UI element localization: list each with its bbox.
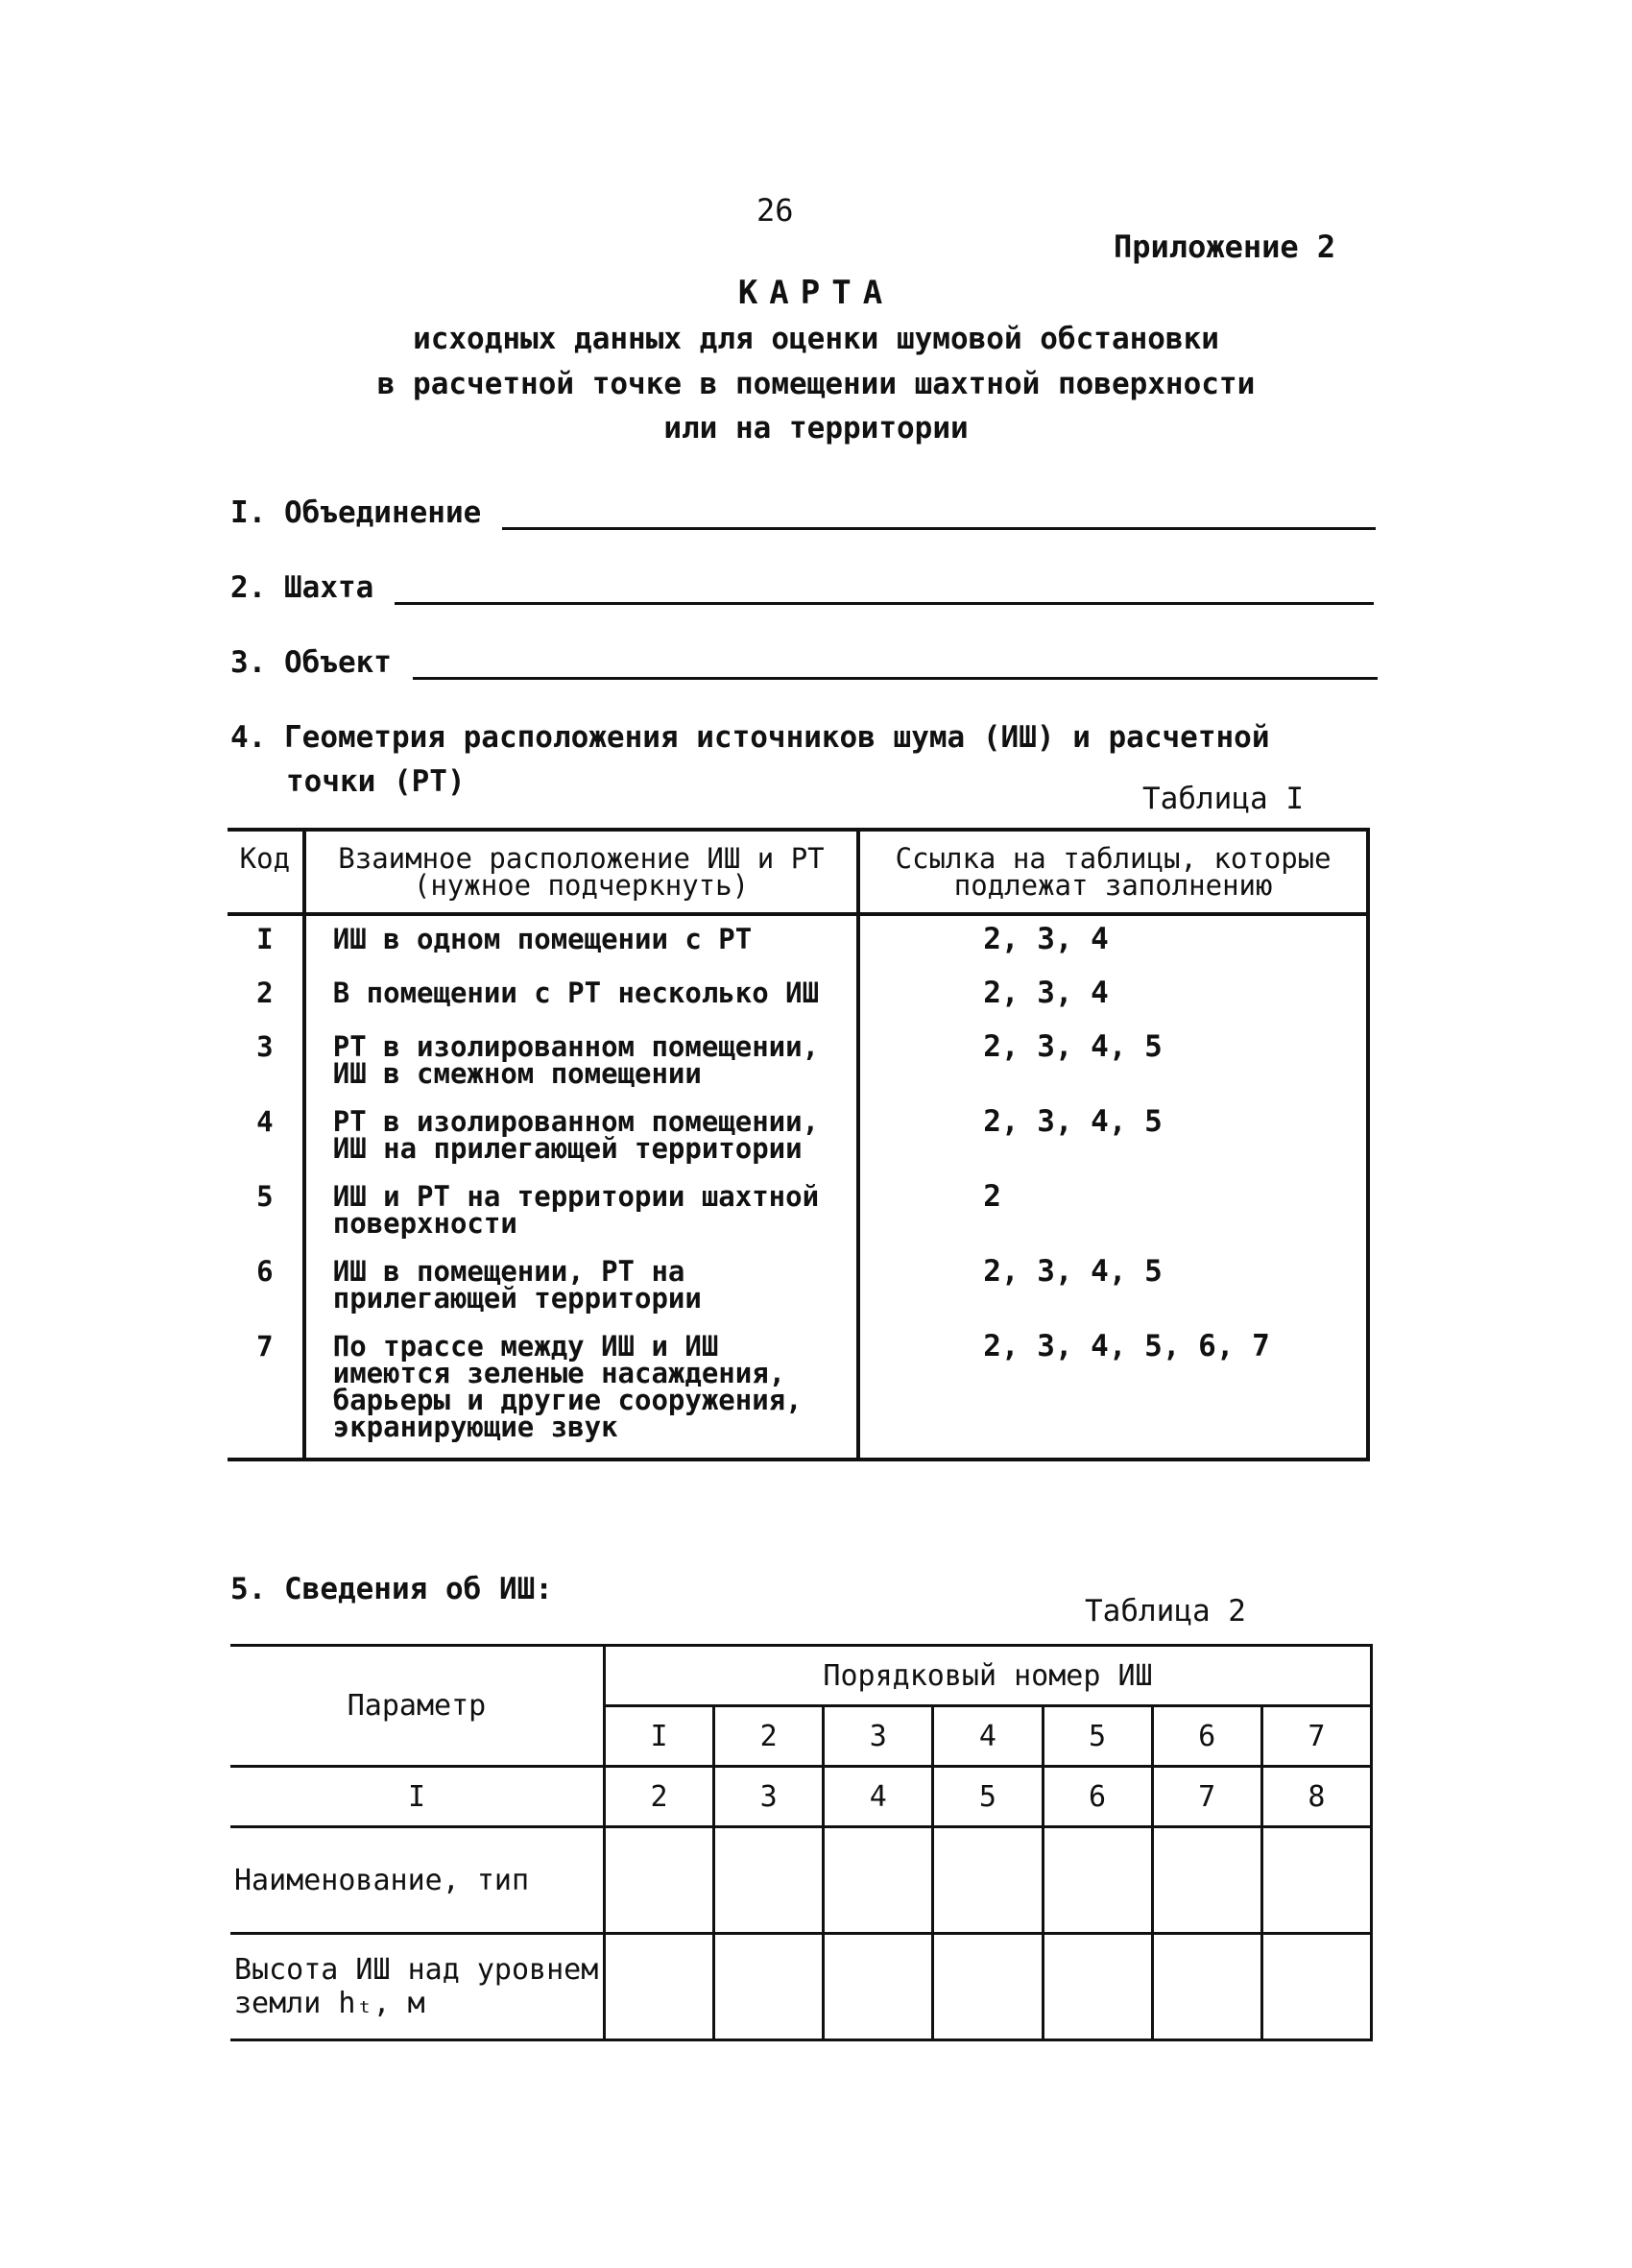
- row-position[interactable]: По трассе между ИШ и ИШ имеются зеленые насаждения, барьеры и другие сооружения, экранирующие звук: [304, 1323, 858, 1460]
- source-number: 7: [1261, 1706, 1371, 1767]
- row-code: 3: [228, 1024, 304, 1098]
- row-reference: 2, 3, 4, 5: [858, 1098, 1368, 1173]
- data-cell[interactable]: [1152, 1934, 1261, 2040]
- row-code: 5: [228, 1173, 304, 1248]
- row-code: 4: [228, 1098, 304, 1173]
- column-number: 3: [714, 1767, 824, 1827]
- section-4-line-2-wrap: [230, 760, 1304, 821]
- field-object-label: 3. Объект: [230, 645, 392, 680]
- column-number: 5: [933, 1767, 1043, 1827]
- subtitle-line-1: исходных данных для оценки шумовой обстановки: [413, 322, 1219, 356]
- subtitle-line-3: или на территории: [663, 411, 969, 446]
- table-row: [228, 970, 1368, 1024]
- column-number: 8: [1261, 1767, 1371, 1827]
- table-2-header-group: Порядковый номер ИШ: [605, 1646, 1372, 1706]
- field-object: [230, 645, 1378, 680]
- row-position[interactable]: РТ в изолированном помещении, ИШ в смежном помещении: [304, 1024, 858, 1098]
- row-reference: 2: [858, 1173, 1368, 1248]
- section-4-heading: [230, 715, 1382, 821]
- data-cell[interactable]: [605, 1827, 714, 1934]
- column-number: 4: [824, 1767, 933, 1827]
- table-2-caption: Таблица 2: [1085, 1594, 1246, 1629]
- table-row: [228, 1323, 1368, 1460]
- data-cell[interactable]: [1261, 1827, 1371, 1934]
- column-number: 2: [605, 1767, 714, 1827]
- table-1: [228, 828, 1370, 1461]
- param-name-type: Наименование, тип: [230, 1827, 605, 1934]
- source-number: 3: [824, 1706, 933, 1767]
- table-row: [228, 1173, 1368, 1248]
- data-cell[interactable]: [714, 1934, 824, 2040]
- row-code: 2: [228, 970, 304, 1024]
- table-2: [230, 1644, 1373, 2041]
- source-number: 4: [933, 1706, 1043, 1767]
- field-object-line[interactable]: [413, 652, 1378, 680]
- field-mine-line[interactable]: [395, 577, 1374, 605]
- param-source-height: Высота ИШ над уровнем земли hₜ, м: [230, 1934, 605, 2040]
- table-row: [230, 1934, 1372, 2040]
- row-code: 7: [228, 1323, 304, 1460]
- source-number: 6: [1152, 1706, 1261, 1767]
- section-5-heading: 5. Сведения об ИШ:: [230, 1572, 553, 1606]
- table-row: [228, 914, 1368, 970]
- row-position[interactable]: ИШ в одном помещении с РТ: [304, 914, 858, 970]
- data-cell[interactable]: [1043, 1934, 1152, 2040]
- data-cell[interactable]: [1043, 1827, 1152, 1934]
- page-title: КАРТА: [737, 274, 895, 312]
- row-code: 6: [228, 1248, 304, 1323]
- data-cell[interactable]: [1152, 1827, 1261, 1934]
- table-1-header-position: Взаимное расположение ИШ и РТ (нужное подчеркнуть): [304, 830, 858, 914]
- appendix-label: Приложение 2: [1114, 229, 1336, 265]
- field-mine: [230, 570, 1374, 605]
- data-cell[interactable]: [824, 1934, 933, 2040]
- table-row: [228, 1024, 1368, 1098]
- row-code: I: [228, 914, 304, 970]
- field-association-label: I. Объединение: [230, 495, 482, 530]
- row-reference: 2, 3, 4, 5: [858, 1024, 1368, 1098]
- data-cell[interactable]: [1261, 1934, 1371, 2040]
- table-1-header-code: Код: [228, 830, 304, 914]
- row-reference: 2, 3, 4, 5, 6, 7: [858, 1323, 1368, 1460]
- section-4-line-1: 4. Геометрия расположения источников шума (ИШ) и расчетной: [230, 720, 1270, 755]
- row-position[interactable]: В помещении с РТ несколько ИШ: [304, 970, 858, 1024]
- table-row: [230, 1827, 1372, 1934]
- data-cell[interactable]: [824, 1827, 933, 1934]
- row-reference: 2, 3, 4: [858, 914, 1368, 970]
- column-number: 6: [1043, 1767, 1152, 1827]
- table-row: [228, 1098, 1368, 1173]
- field-association-line[interactable]: [502, 502, 1376, 530]
- data-cell[interactable]: [933, 1827, 1043, 1934]
- table-1-caption: Таблица I: [1142, 782, 1304, 816]
- source-number: 2: [714, 1706, 824, 1767]
- table-2-header-parameter: Параметр: [230, 1646, 605, 1767]
- field-mine-label: 2. Шахта: [230, 570, 374, 605]
- source-number: I: [605, 1706, 714, 1767]
- subtitle-line-2: в расчетной точке в помещении шахтной поверхности: [376, 367, 1256, 401]
- data-cell[interactable]: [714, 1827, 824, 1934]
- column-number: I: [230, 1767, 605, 1827]
- row-reference: 2, 3, 4, 5: [858, 1248, 1368, 1323]
- field-association: [230, 495, 1376, 530]
- data-cell[interactable]: [605, 1934, 714, 2040]
- row-reference: 2, 3, 4: [858, 970, 1368, 1024]
- section-4-line-2: точки (РТ): [286, 764, 466, 799]
- column-number: 7: [1152, 1767, 1261, 1827]
- source-number: 5: [1043, 1706, 1152, 1767]
- table-row: [228, 1248, 1368, 1323]
- row-position[interactable]: РТ в изолированном помещении, ИШ на прилегающей территории: [304, 1098, 858, 1173]
- page-number: 26: [756, 192, 794, 229]
- row-position[interactable]: ИШ в помещении, РТ на прилегающей территории: [304, 1248, 858, 1323]
- data-cell[interactable]: [933, 1934, 1043, 2040]
- row-position[interactable]: ИШ и РТ на территории шахтной поверхности: [304, 1173, 858, 1248]
- table-1-header-reference: Ссылка на таблицы, которые подлежат заполнению: [858, 830, 1368, 914]
